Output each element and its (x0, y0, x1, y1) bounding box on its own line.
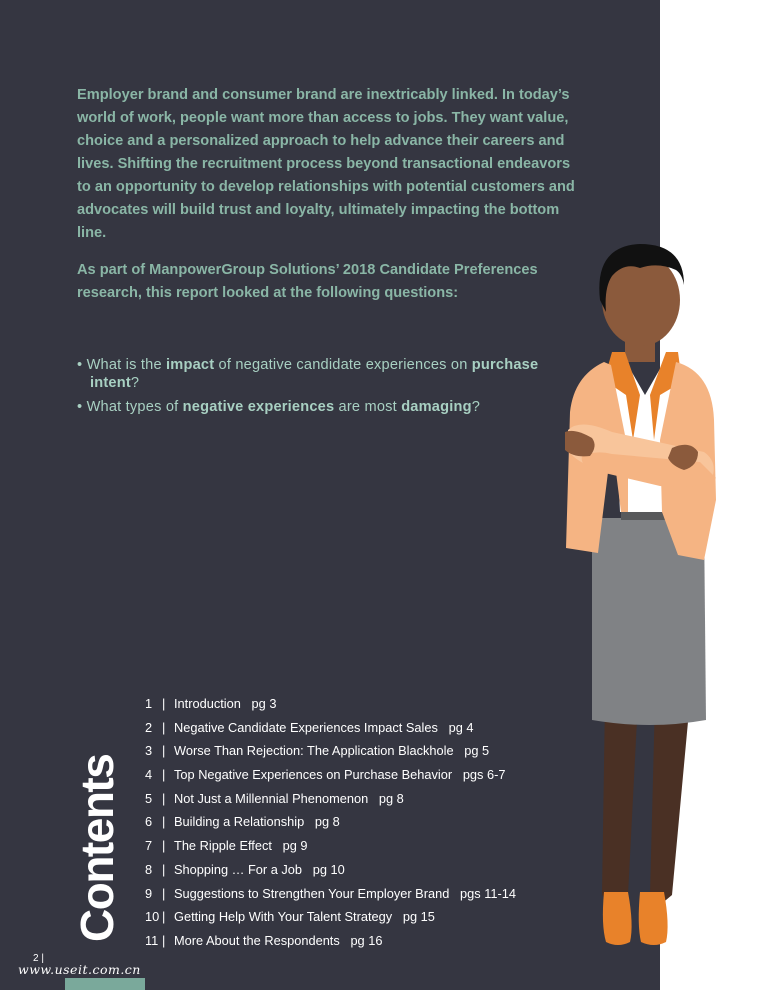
toc-item[interactable]: 9 | Suggestions to Strengthen Your Employer Brand pgs 11-14 (145, 885, 516, 901)
question-item: • What types of negative experiences are most damaging? (77, 399, 481, 415)
questions-lead-paragraph: As part of ManpowerGroup Solutions’ 2018 Candidate Preferences research, this report looked at the following questions: (77, 262, 538, 301)
toc-item[interactable]: 1 | Introduction pg 3 (145, 696, 277, 711)
toc-item[interactable]: 4 | Top Negative Experiences on Purchase Behavior pgs 6-7 (145, 767, 506, 783)
toc-item[interactable]: 2 | Negative Candidate Experiences Impact Sales pg 4 (145, 719, 474, 735)
toc-item[interactable]: 8 | Shopping … For a Job pg 10 (145, 861, 345, 877)
contents-title: Contents (71, 754, 123, 942)
toc-item[interactable]: 7 | The Ripple Effect pg 9 (145, 838, 308, 854)
businesswoman-illustration (558, 238, 728, 950)
toc-item[interactable]: 3 | Worse Than Rejection: The Application Blackhole pg 5 (145, 743, 490, 759)
question-item: • What is the impact of negative candidate experiences on purchase intent? (77, 357, 539, 391)
toc-item[interactable]: 10 | Getting Help With Your Talent Strategy pg 15 (145, 909, 435, 925)
toc-item[interactable]: 6 | Building a Relationship pg 8 (145, 814, 340, 830)
watermark: www.useit.com.cn (18, 962, 141, 977)
question-list (77, 356, 557, 422)
page-number: 2 | (33, 953, 44, 964)
intro-paragraph: Employer brand and consumer brand are inextricably linked. In today’s world of work, people want more than access to jobs. They want value, choice and a personalized approach to help advance their careers and lives. Shifting the recruitment process beyond transactional endeavors to an opportunity to develop relationships with potential customers and advocates will build trust and loyalty, ultimately impacting the bottom line. (77, 87, 575, 241)
bottom-accent-tab (65, 978, 145, 990)
toc-item[interactable]: 5 | Not Just a Millennial Phenomenon pg 8 (145, 790, 404, 806)
toc-item[interactable]: 11 | More About the Respondents pg 16 (145, 932, 383, 948)
table-of-contents (145, 692, 516, 953)
